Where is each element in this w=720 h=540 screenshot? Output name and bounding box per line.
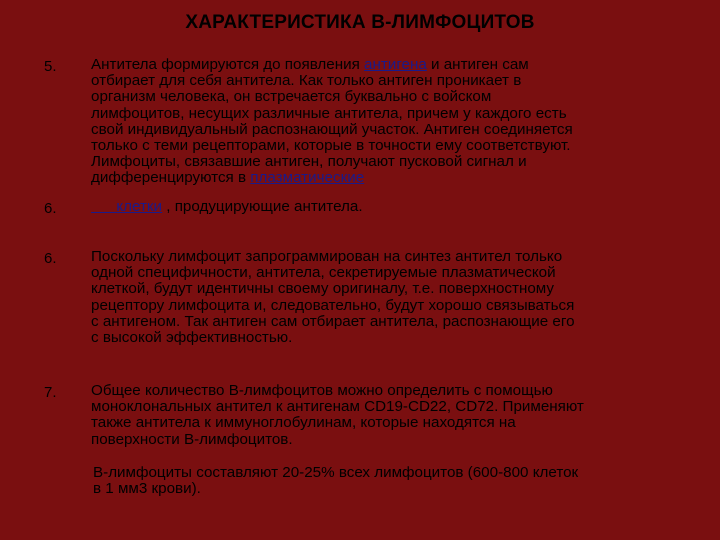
paragraph-text: , продуцирующие антитела. — [162, 198, 363, 215]
paragraph-item-7: Общее количество В-лимфоцитов можно определить с помощью моноклональных антител к антигенам CD19-CD22, CD72. Применяют также антитела к иммуноглобулинам, которые находятся на поверхности В-лимфоцитов. — [91, 382, 584, 448]
item-number: 5. — [44, 58, 57, 75]
paragraph-item-6a — [91, 199, 701, 215]
paragraph-item-5 — [91, 57, 701, 187]
cells-link[interactable]: клетки — [116, 198, 163, 215]
paragraph-item-7-extra: В-лимфоциты составляют 20-25% всех лимфоцитов (600-800 клеток в 1 мм3 крови). — [93, 464, 579, 498]
paragraph-item-6b: Поскольку лимфоцит запрограммирован на синтез антител только одной специфичности, антитела, секретируемые плазматической клеткой, будут идентичны своему оригиналу, т.е. поверхностному рецептору лимфоцита и, следовательно, будут хорошо связываться с антигеном. Так антиген сам отбирает антитела, распознающие его с высокой эффективностью. — [91, 248, 575, 347]
item-number: 6. — [44, 200, 57, 217]
slide-title: ХАРАКТЕРИСТИКА В-ЛИМФОЦИТОВ — [185, 12, 535, 33]
paragraph-text: Антитела формируются до появления — [91, 56, 365, 73]
plasma-link[interactable]: плазматические — [250, 169, 365, 187]
antigen-link[interactable]: антигена — [364, 56, 427, 73]
item-number: 6. — [44, 250, 57, 267]
item-number: 7. — [44, 384, 57, 401]
underline-spacer — [91, 198, 116, 215]
paragraph-text: и антиген сам отбирает для себя антитела. Как только антиген проникает в организм человека, он встречается буквально с войском лимфоцитов, несущих различные антитела, причем у каждого есть свой индивидуальный распознающий участок. Антиген соединяется только с теми рецепторами, которые в точности ему соответствуют. Лимфоциты, связавшие антиген, получают пусковой сигнал и дифференцируются в — [91, 56, 573, 187]
